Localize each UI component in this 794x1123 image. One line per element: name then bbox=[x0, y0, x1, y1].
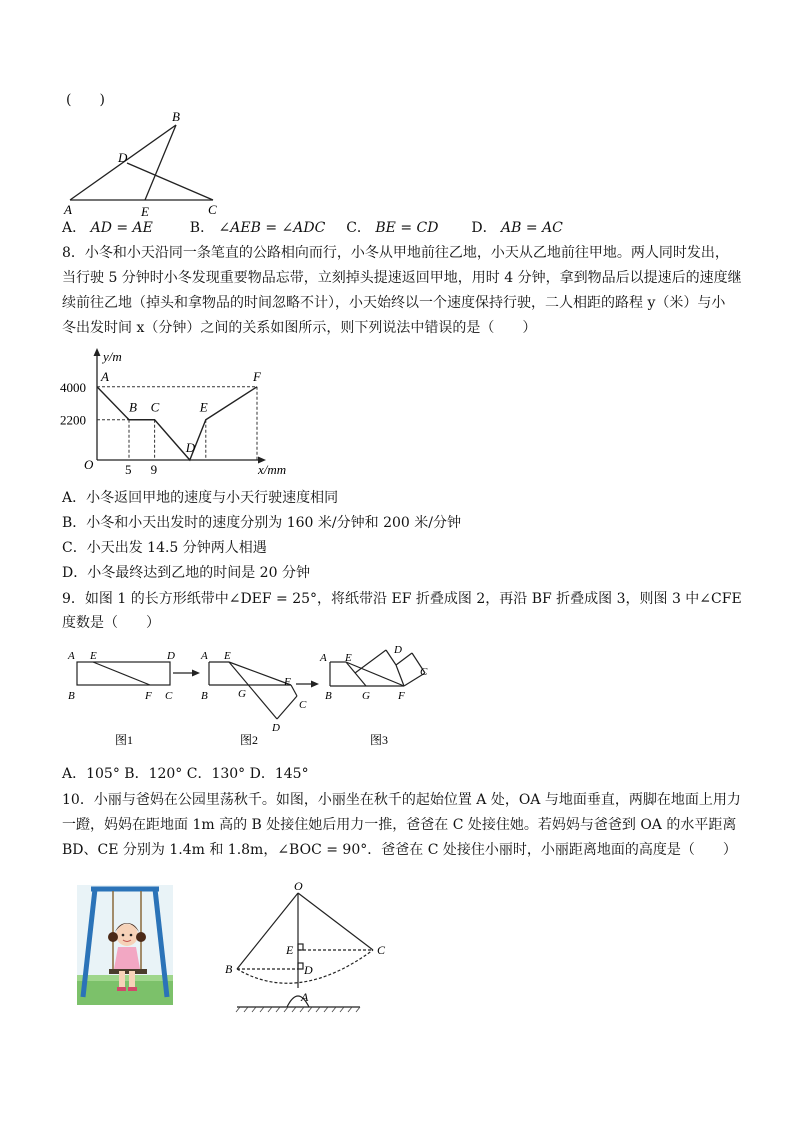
q10-stem-line3: BD、CE 分别为 1.4m 和 1.8m，∠BOC = 90°．爸爸在 C 处接住小丽时，小丽距离地面的高度是（ ） bbox=[62, 842, 737, 858]
fig1-caption: 图1 bbox=[115, 733, 134, 747]
q8-option-c: C．小天出发 14.5 分钟两人相遇 bbox=[62, 540, 267, 556]
svg-text:E: E bbox=[345, 652, 352, 664]
q7-label-b: B bbox=[172, 109, 180, 124]
q7-option-b-math: ∠AEB = ∠ADC bbox=[218, 220, 326, 236]
svg-text:C: C bbox=[165, 690, 173, 702]
svg-text:F: F bbox=[284, 676, 291, 688]
q8-stem-line3: 续前往乙地（掉头和拿物品的时间忽略不计），小天始终以一个速度保持行驶，二人相距的路程 y（米）与小 bbox=[62, 295, 726, 311]
q7-label-c: C bbox=[208, 202, 217, 217]
svg-text:F: F bbox=[398, 690, 405, 702]
chart-point-label-b: B bbox=[129, 399, 137, 415]
svg-text:A: A bbox=[201, 650, 208, 662]
chart-point-label-f: F bbox=[253, 368, 261, 384]
svg-text:C: C bbox=[420, 666, 428, 678]
chart-x-tick-label: 9 bbox=[150, 462, 158, 477]
q10-stem-line1: 10．小丽与爸妈在公园里荡秋千。如图，小丽坐在秋千的起始位置 A 处，OA 与地面垂直，两脚在地面上用力 bbox=[62, 792, 741, 808]
q7-option-d-math: AB = AC bbox=[501, 220, 563, 236]
q8-option-d: D．小冬最终达到乙地的时间是 20 分钟 bbox=[62, 565, 310, 581]
q10-label-b: B bbox=[225, 962, 233, 976]
chart-point-label-c: C bbox=[150, 399, 160, 415]
fig3-caption: 图3 bbox=[370, 733, 389, 747]
svg-text:D: D bbox=[394, 644, 402, 656]
chart-y-tick-label: 4000 bbox=[60, 379, 86, 395]
svg-text:C: C bbox=[299, 699, 307, 711]
svg-text:B: B bbox=[201, 690, 208, 702]
q7-option-c-label: C． bbox=[346, 220, 371, 236]
q7-option-a-math: AD = AE bbox=[90, 220, 153, 236]
chart-x-tick-label: 5 bbox=[125, 462, 132, 477]
q7-option-b-label: B． bbox=[189, 220, 215, 236]
svg-text:E: E bbox=[90, 650, 97, 662]
q7-label-d: D bbox=[118, 150, 128, 165]
q8-option-a: A．小冬返回甲地的速度与小天行驶速度相同 bbox=[62, 490, 339, 506]
svg-text:A: A bbox=[68, 650, 75, 662]
svg-text:G: G bbox=[362, 690, 370, 702]
svg-text:B: B bbox=[325, 690, 332, 702]
q10-label-e: E bbox=[286, 943, 294, 957]
q9-stem-line2: 度数是（ ） bbox=[62, 615, 160, 631]
q7-option-a-label: A． bbox=[62, 220, 87, 236]
chart-point-label-a: A bbox=[101, 368, 109, 384]
fig2-caption: 图2 bbox=[240, 733, 259, 747]
q7-option-c-math: BE = CD bbox=[375, 220, 439, 236]
svg-text:B: B bbox=[68, 690, 75, 702]
q10-label-a: A bbox=[301, 990, 309, 1004]
chart-x-axis-label: x/mm bbox=[258, 462, 287, 477]
q7-option-d-label: D． bbox=[471, 220, 497, 236]
q8-stem-line4: 冬出发时间 x（分钟）之间的关系如图所示，则下列说法中错误的是（ ） bbox=[62, 320, 537, 336]
svg-text:E: E bbox=[224, 650, 231, 662]
q10-label-d: D bbox=[304, 963, 313, 977]
q7-label-e: E bbox=[141, 204, 149, 219]
q8-option-b: B．小冬和小天出发时的速度分别为 160 米/分钟和 200 米/分钟 bbox=[62, 515, 461, 531]
svg-text:D: D bbox=[272, 722, 280, 734]
svg-text:G: G bbox=[238, 688, 246, 700]
q7-label-a: A bbox=[64, 202, 72, 217]
q8-stem-line2: 当行驶 5 分钟时小冬发现重要物品忘带，立刻掉头提速返回甲地，用时 4 分钟，拿到物品后以提速后的速度继 bbox=[62, 270, 742, 286]
q9-options: A．105° B．120° C．130° D．145° bbox=[62, 766, 309, 782]
q10-label-o: O bbox=[294, 879, 303, 893]
chart-y-tick-label: 2200 bbox=[60, 412, 86, 428]
q10-stem-line2: 一蹬，妈妈在距地面 1m 高的 B 处接住她后用力一推，爸爸在 C 处接住她。若妈妈与爸爸到 OA 的水平距离 bbox=[62, 817, 737, 833]
chart-point-label-d: D bbox=[185, 440, 196, 455]
q7-answer-bracket: ( ) bbox=[66, 92, 105, 108]
q8-stem-line1: 8．小冬和小天沿同一条笔直的公路相向而行，小冬从甲地前往乙地，小天从乙地前往甲地。两人同时发出， bbox=[62, 245, 729, 261]
q9-stem-line1: 9．如图 1 的长方形纸带中∠DEF = 25°，将纸带沿 EF 折叠成图 2，再沿 BF 折叠成图 3，则图 3 中∠CFE bbox=[62, 591, 742, 607]
svg-text:A: A bbox=[320, 652, 327, 664]
chart-y-axis-label: y/m bbox=[103, 349, 122, 364]
chart-origin-label: O bbox=[84, 457, 94, 472]
q10-label-c: C bbox=[377, 943, 386, 957]
chart-point-label-e: E bbox=[199, 399, 208, 415]
svg-text:F: F bbox=[145, 690, 152, 702]
svg-text:D: D bbox=[167, 650, 175, 662]
